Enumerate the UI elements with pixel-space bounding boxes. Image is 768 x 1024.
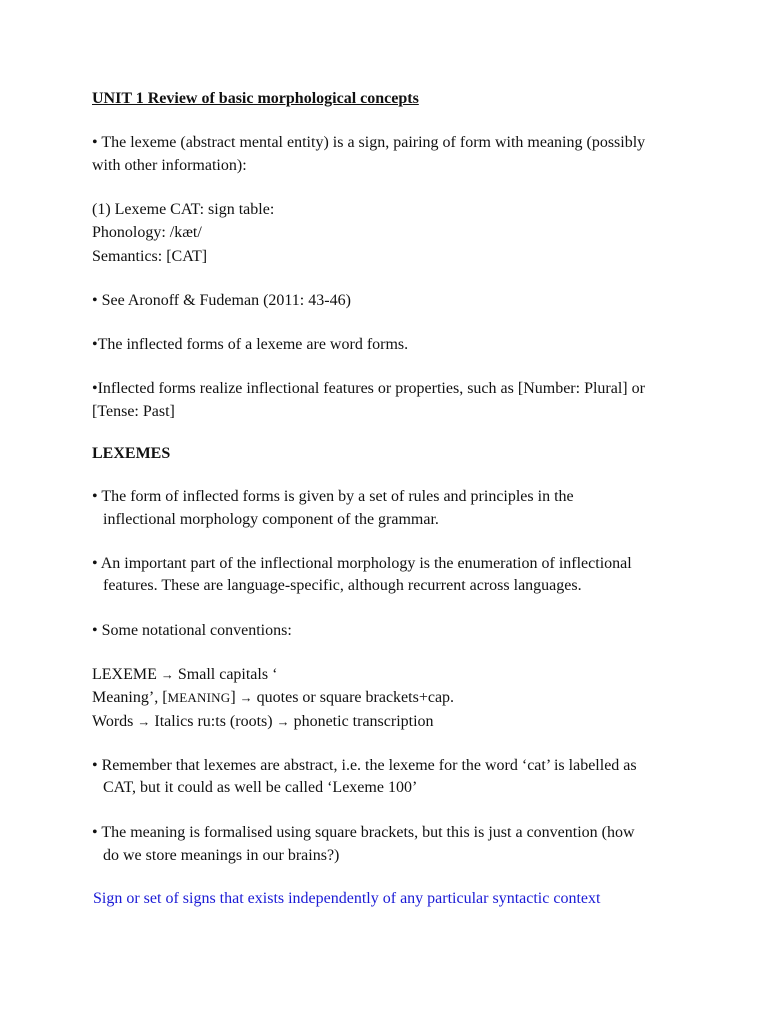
bullet-4-line-1: • Remember that lexemes are abstract, i.e. the lexeme for the word ‘cat’ is labelled as — [92, 757, 637, 774]
right-arrow-icon: → — [160, 667, 174, 682]
convention-description: quotes or square brackets+cap. — [256, 689, 455, 706]
document-title: UNIT 1 Review of basic morphological concepts — [92, 90, 419, 107]
convention-row-2 — [92, 686, 454, 709]
convention-row-1 — [92, 663, 277, 686]
bullet-2-line-1: • An important part of the inflectional morphology is the enumeration of inflectional — [92, 555, 632, 572]
convention-row-3 — [92, 710, 434, 733]
paragraph-lexeme-line-1: • The lexeme (abstract mental entity) is a sign, pairing of form with meaning (possibly — [92, 134, 646, 151]
convention-small-caps: MEANING — [167, 690, 231, 705]
paragraph-lexeme-line-2: with other information): — [92, 157, 247, 174]
example-1-line-2: Phonology: /kæt/ — [92, 224, 202, 241]
convention-term: LEXEME — [92, 666, 157, 683]
convention-term: Words — [92, 713, 134, 730]
right-arrow-icon: → — [239, 690, 253, 705]
reference-paragraph: • See Aronoff & Fudeman (2011: 43-46) — [92, 292, 351, 309]
bullet-3: • Some notational conventions: — [92, 622, 292, 639]
bullet-1-line-2: inflectional morphology component of the grammar. — [103, 511, 439, 528]
features-paragraph-line-1: •Inflected forms realize inflectional features or properties, such as [Number: Plural] or — [92, 380, 645, 397]
right-arrow-icon: → — [137, 714, 151, 729]
bullet-4-line-2: CAT, but it could as well be called ‘Lexeme 100’ — [103, 779, 418, 796]
lexeme-definition: Sign or set of signs that exists independently of any particular syntactic context — [93, 890, 601, 907]
bullet-2-line-2: features. These are language-specific, although recurrent across languages. — [103, 577, 582, 594]
convention-description: Small capitals ‘ — [177, 666, 278, 683]
example-1-line-3: Semantics: [CAT] — [92, 248, 208, 265]
example-1-line-1: (1) Lexeme CAT: sign table: — [92, 201, 275, 218]
convention-bracket: ] — [230, 689, 236, 706]
section-heading-lexemes: LEXEMES — [92, 445, 171, 462]
right-arrow-icon: → — [276, 714, 290, 729]
bullet-1-line-1: • The form of inflected forms is given by a set of rules and principles in the — [92, 488, 574, 505]
convention-term: Meaning’, [ — [92, 689, 168, 706]
convention-description-2: phonetic transcription — [293, 713, 434, 730]
bullet-5-line-1: • The meaning is formalised using square brackets, but this is just a convention (how — [92, 824, 635, 841]
bullet-5-line-2: do we store meanings in our brains?) — [103, 847, 340, 864]
convention-description: Italics ru:ts (roots) — [154, 713, 273, 730]
features-paragraph-line-2: [Tense: Past] — [92, 403, 175, 420]
word-forms-paragraph: •The inflected forms of a lexeme are word forms. — [92, 336, 409, 353]
